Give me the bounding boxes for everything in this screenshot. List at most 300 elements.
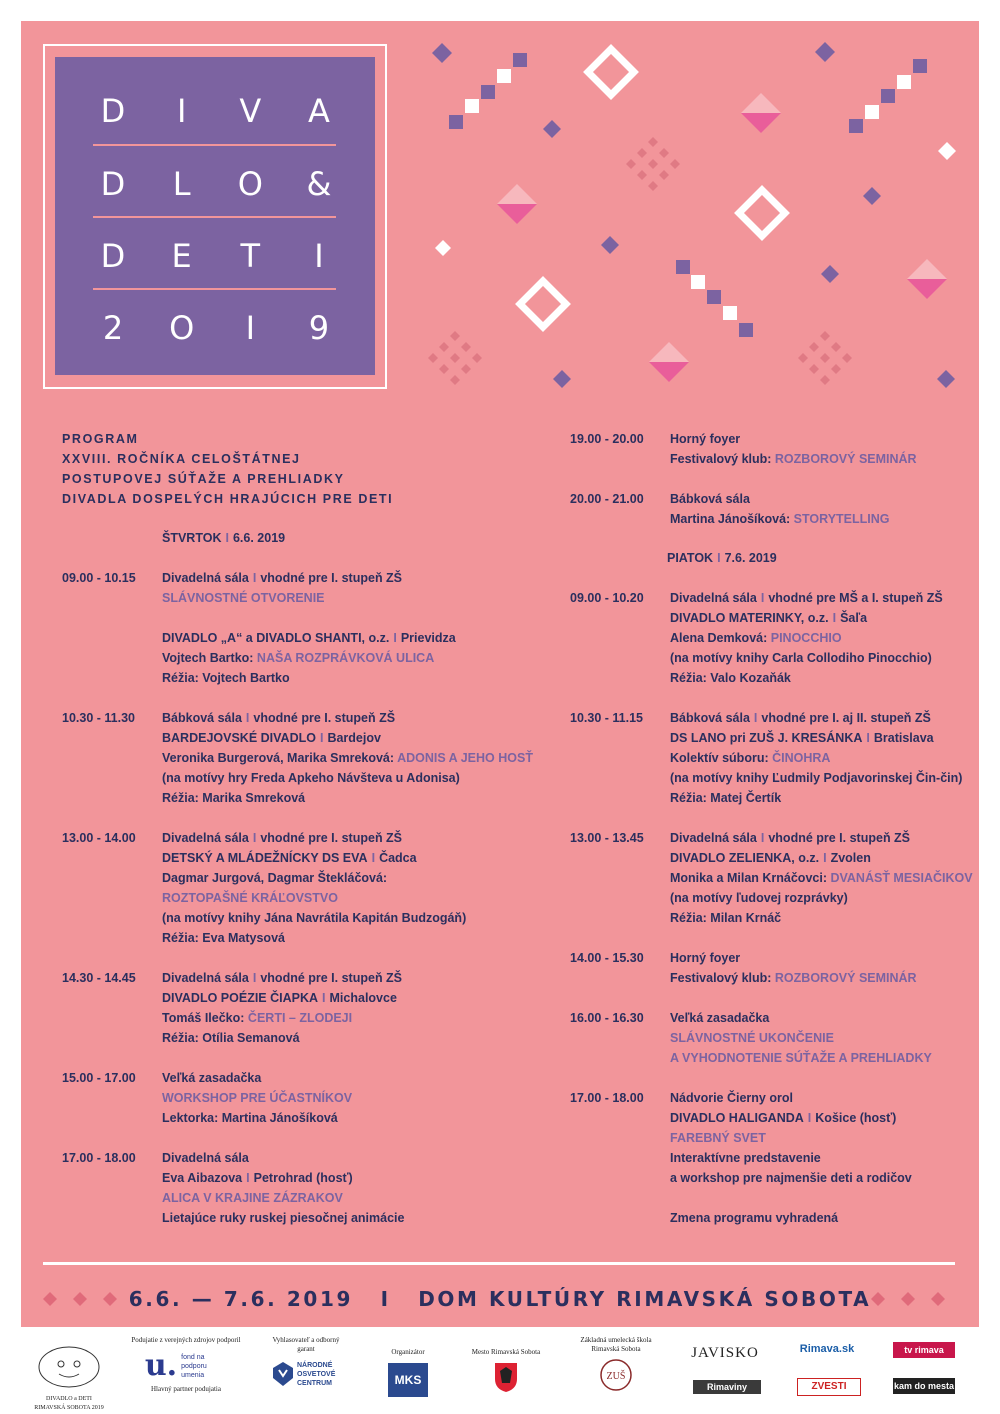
cluster-dot [820, 353, 830, 363]
cluster-dot [428, 353, 438, 363]
event-line [162, 928, 466, 948]
event-text: (na motívy hry Freda Apkeho Návšteva u Adonisa) [162, 771, 460, 785]
event-text: Bratislava [873, 731, 934, 745]
event-time: 19.00 - 20.00 [570, 432, 644, 446]
event-text: (na motívy knihy Carla Collodiho Pinocchio) [670, 651, 932, 665]
event-text: vhodné pre I. stupeň ZŠ [260, 831, 403, 845]
event-title: STORYTELLING [793, 512, 890, 526]
event-line [670, 848, 973, 868]
diamond-shape [601, 236, 619, 254]
event-line [670, 1168, 912, 1188]
program-event [62, 1068, 352, 1128]
noc-name: NÁRODNÉ OSVETOVÉ CENTRUM [297, 1361, 336, 1387]
event-details [670, 429, 917, 469]
cluster-dot [648, 159, 658, 169]
event-text [162, 611, 165, 625]
event-line [162, 888, 466, 908]
festival-venue: DOM KULTÚRY RIMAVSKÁ SOBOTA [418, 1287, 872, 1311]
square-shape [739, 323, 753, 337]
event-line [670, 1208, 912, 1228]
kam-do-mesta-logo: kam do mesta [893, 1378, 955, 1394]
separator: I [252, 831, 257, 845]
event-line [670, 828, 973, 848]
festival-logo-art [33, 1342, 105, 1392]
separator: I [245, 711, 250, 725]
title-letter: V [239, 92, 262, 130]
event-line [670, 668, 943, 688]
fpu-mark: u. [144, 1348, 178, 1383]
event-text: DIVADLO „A“ a DIVADLO SHANTI, o.z. [162, 631, 390, 645]
title-letter: I [176, 92, 187, 130]
event-line [162, 848, 466, 868]
cluster-dot [842, 353, 852, 363]
event-time: 13.00 - 13.45 [570, 831, 644, 845]
event-text: Bábková sála [670, 711, 750, 725]
event-line [670, 449, 917, 469]
event-title: SLÁVNOSTNÉ OTVORENIE [162, 591, 325, 605]
event-text: BARDEJOVSKÉ DIVADLO [162, 731, 316, 745]
cluster-dot [450, 331, 460, 341]
event-text: DS LANO pri ZUŠ J. KRESÁNKA [670, 731, 863, 745]
program-event [62, 568, 456, 688]
title-row [93, 309, 339, 347]
event-line [670, 628, 943, 648]
event-time: 10.30 - 11.15 [570, 711, 643, 725]
event-details [670, 948, 917, 988]
event-details [670, 489, 890, 529]
event-line [162, 708, 533, 728]
cluster-dot [450, 353, 460, 363]
cluster-dot [461, 342, 471, 352]
event-text: DIVADLO ZELIENKA, o.z. [670, 851, 820, 865]
cluster-dot [461, 364, 471, 374]
square-shape [707, 290, 721, 304]
event-text: Bábková sála [162, 711, 242, 725]
title-letter: O [169, 309, 195, 347]
event-time: 17.00 - 18.00 [62, 1151, 136, 1165]
event-time: 10.30 - 11.30 [62, 711, 135, 725]
footer-separator: I [380, 1287, 391, 1311]
rimaviny-logo: Rimaviny [693, 1380, 761, 1394]
event-text: Divadelná sála [670, 591, 757, 605]
event-details [162, 708, 533, 808]
cluster-dot [626, 159, 636, 169]
event-title: PINOCCHIO [770, 631, 842, 645]
split-diamond-bottom [741, 113, 781, 133]
title-divider [93, 288, 336, 290]
event-line [670, 588, 943, 608]
event-details [162, 1148, 404, 1228]
event-details [670, 1008, 932, 1068]
event-details [162, 968, 402, 1048]
event-line [162, 828, 466, 848]
event-details [162, 1068, 352, 1128]
event-line [670, 708, 962, 728]
event-text: Košice (hosť) [815, 1111, 897, 1125]
split-diamond-top [497, 184, 537, 204]
event-line [162, 588, 456, 608]
separator: I [823, 851, 827, 865]
separator: I [760, 591, 765, 605]
event-line [162, 568, 456, 588]
event-text: (na motívy ľudovej rozprávky) [670, 891, 848, 905]
event-line [670, 728, 962, 748]
event-text: Horný foyer [670, 432, 741, 446]
event-text: Bardejov [327, 731, 381, 745]
event-line [162, 1168, 404, 1188]
event-text: DIVADLO HALIGANDA [670, 1111, 804, 1125]
square-shape [465, 99, 479, 113]
diamond-shape [435, 240, 451, 256]
event-text: DETSKÝ A MLÁDEŽNÍCKY DS EVA [162, 851, 368, 865]
event-line [162, 988, 402, 1008]
event-time: 13.00 - 14.00 [62, 831, 136, 845]
cluster-dot [670, 159, 680, 169]
separator: I [322, 991, 326, 1005]
diamond-outline-shape [739, 190, 785, 236]
title-letter: E [171, 237, 192, 275]
event-text: Prievidza [400, 631, 456, 645]
title-row [93, 165, 339, 203]
event-time: 09.00 - 10.15 [62, 571, 136, 585]
event-text: Bábková sála [670, 492, 750, 506]
title-letter: I [314, 237, 324, 275]
program-event [570, 828, 973, 928]
event-text: vhodné pre I. stupeň ZŠ [260, 571, 403, 585]
separator: I [393, 631, 397, 645]
event-text: Veronika Burgerová, Marika Smreková: [162, 751, 398, 765]
title-letter: D [100, 237, 126, 275]
event-line [162, 908, 466, 928]
event-line [670, 908, 973, 928]
separator: I [319, 731, 324, 745]
event-line [162, 1208, 404, 1228]
square-shape [849, 119, 863, 133]
square-shape [497, 69, 511, 83]
event-line [162, 668, 456, 688]
event-line [162, 628, 456, 648]
program-event [570, 1008, 932, 1068]
diamond-shape [432, 43, 452, 63]
noc-emblem-icon [271, 1360, 295, 1388]
square-shape [481, 85, 495, 99]
square-shape [513, 53, 527, 67]
event-line [670, 429, 917, 449]
event-time: 20.00 - 21.00 [570, 492, 644, 506]
event-text: Petrohrad (hosť) [253, 1171, 353, 1185]
event-text: Divadelná sála [162, 971, 249, 985]
event-text: Veľká zasadačka [670, 1011, 770, 1025]
event-text: Alena Demková: [670, 631, 771, 645]
event-title: WORKSHOP PRE ÚČASTNÍKOV [162, 1091, 353, 1105]
event-text [670, 1191, 673, 1205]
sponsor-logos [21, 1330, 979, 1410]
square-shape [913, 59, 927, 73]
diamond-outline-shape [520, 281, 566, 327]
program-event [570, 1088, 912, 1228]
festival-dates: 6.6. — 7.6. 2019 [128, 1287, 353, 1311]
title-divider [93, 216, 336, 218]
event-title: ROZTOPAŠNÉ KRÁĽOVSTVO [162, 891, 338, 905]
event-text: Zvolen [830, 851, 871, 865]
event-text: Réžia: Valo Kozaňák [670, 671, 791, 685]
event-text: Divadelná sála [162, 1151, 249, 1165]
title-letter: T [240, 237, 261, 275]
title-letter: D [100, 165, 126, 203]
event-line [670, 489, 890, 509]
program-event [62, 828, 466, 948]
title-letter: O [237, 165, 263, 203]
mks-logo [383, 1348, 433, 1397]
cluster-dot [809, 342, 819, 352]
square-shape [897, 75, 911, 89]
event-line [670, 968, 917, 988]
event-line [670, 509, 890, 529]
city-caption: Mesto Rimavská Sobota [471, 1348, 541, 1356]
program-event [62, 708, 533, 808]
diamond-shape [863, 187, 881, 205]
event-text: (na motívy knihy Jána Navrátila Kapitán Budzogáň) [162, 911, 467, 925]
event-line [162, 648, 456, 668]
cluster-dot [809, 364, 819, 374]
title-row [93, 237, 339, 275]
event-text: vhodné pre I. stupeň ZŠ [768, 831, 911, 845]
program-title: PROGRAM [62, 432, 139, 446]
square-shape [881, 89, 895, 103]
split-diamond-bottom [649, 362, 689, 382]
title-letter: I [245, 309, 256, 347]
diamond-shape [815, 42, 835, 62]
event-details [670, 1088, 912, 1228]
event-line [670, 1148, 912, 1168]
event-details [670, 588, 943, 688]
split-diamond-top [907, 259, 947, 279]
event-line [162, 968, 402, 988]
event-line [670, 788, 962, 808]
event-time: 09.00 - 10.20 [570, 591, 644, 605]
event-line [670, 1188, 912, 1208]
cluster-dot [820, 331, 830, 341]
divider-line [43, 1262, 955, 1265]
day-heading-thursday [162, 528, 285, 548]
cluster-dot [798, 353, 808, 363]
event-line [670, 1088, 912, 1108]
festival-logo-text: DIVADLO a DETI RIMAVSKÁ SOBOTA 2019 [34, 1396, 104, 1411]
event-title: DVANÁSŤ MESIAČIKOV [830, 871, 973, 885]
diamond-shape [938, 142, 956, 160]
event-title: ALICA V KRAJINE ZÁZRAKOV [162, 1191, 343, 1205]
event-title: ADONIS A JEHO HOSŤ [397, 751, 533, 765]
cluster-dot [648, 137, 658, 147]
noc-logo [271, 1336, 341, 1388]
event-title: SLÁVNOSTNÉ UKONČENIE [670, 1031, 834, 1045]
fpu-logo [126, 1336, 246, 1394]
event-line [670, 768, 962, 788]
fpu-caption: Podujatie z verejných zdrojov podporil [131, 1336, 241, 1344]
event-line [670, 1008, 932, 1028]
split-diamond-bottom [907, 279, 947, 299]
zvesti-logo: ZVESTI [797, 1378, 861, 1396]
event-title: ROZBOROVÝ SEMINÁR [774, 452, 917, 466]
event-text: Lietajúce ruky ruskej piesočnej animácie [162, 1211, 405, 1225]
event-title: FAREBNÝ SVET [670, 1131, 766, 1145]
title-letter: L [172, 165, 191, 203]
event-line [670, 868, 973, 888]
event-line [162, 1108, 352, 1128]
city-logo [461, 1348, 551, 1396]
event-line [162, 768, 533, 788]
event-title: ČERTI – ZLODEJI [247, 1011, 353, 1025]
footer-banner [21, 1282, 979, 1316]
fpu-subcaption: Hlavný partner podujatia [151, 1385, 221, 1393]
event-line [670, 608, 943, 628]
zus-caption: Základná umelecká škola Rimavská Sobota [580, 1336, 652, 1353]
event-text: Kolektív súboru: [670, 751, 773, 765]
event-text: DIVADLO MATERINKY, o.z. [670, 611, 829, 625]
festival-logo [33, 1342, 105, 1413]
event-time: 15.00 - 17.00 [62, 1071, 136, 1085]
event-line [670, 948, 917, 968]
day-date: 6.6. 2019 [232, 531, 286, 545]
event-line [670, 648, 943, 668]
event-text: Lektorka: Martina Jánošíková [162, 1111, 338, 1125]
program-subtitle-2: POSTUPOVEJ SÚŤAŽE A PREHLIADKY [62, 472, 345, 486]
day-date: 7.6. 2019 [724, 551, 777, 565]
cluster-dot [820, 375, 830, 385]
separator: I [252, 571, 257, 585]
event-title: ROZBOROVÝ SEMINÁR [774, 971, 917, 985]
cluster-dot [637, 148, 647, 158]
separator: I [225, 531, 229, 545]
event-title: NAŠA ROZPRÁVKOVÁ ULICA [256, 651, 435, 665]
diamond-shape [543, 120, 561, 138]
event-text: Čadca [379, 851, 417, 865]
program-event [62, 1148, 404, 1228]
diamond-shape [553, 370, 571, 388]
event-line [162, 1028, 402, 1048]
event-line [162, 608, 456, 628]
event-line [162, 1188, 404, 1208]
event-text: Festivalový klub: [670, 971, 775, 985]
event-line [162, 1088, 352, 1108]
event-title: A VYHODNOTENIE SÚŤAŽE A PREHLIADKY [670, 1051, 932, 1065]
cluster-dot [659, 148, 669, 158]
diamond-shape [937, 370, 955, 388]
square-shape [676, 260, 690, 274]
program-heading [62, 429, 542, 509]
event-text: Michalovce [329, 991, 397, 1005]
event-text: Réžia: Milan Krnáč [670, 911, 782, 925]
event-text: Réžia: Vojtech Bartko [162, 671, 290, 685]
event-details [670, 708, 962, 808]
event-text: Divadelná sála [162, 571, 249, 585]
event-text: a workshop pre najmenšie deti a rodičov [670, 1171, 912, 1185]
day-name: ŠTVRTOK [162, 531, 222, 545]
event-text: Veľká zasadačka [162, 1071, 262, 1085]
square-shape [865, 105, 879, 119]
event-line [162, 1148, 404, 1168]
program-subtitle-1: XXVIII. ROČNÍKA CELOŠTÁTNEJ [62, 452, 301, 466]
fpu-name: fond na podporu umenia [181, 1353, 207, 1379]
split-diamond-top [649, 342, 689, 362]
program-event [570, 429, 917, 469]
event-text: Réžia: Otília Semanová [162, 1031, 300, 1045]
day-heading-friday [667, 548, 777, 568]
event-details [670, 828, 973, 928]
cluster-dot [637, 170, 647, 180]
program-event [570, 588, 943, 688]
event-text: Divadelná sála [670, 831, 757, 845]
event-text: Festivalový klub: [670, 452, 775, 466]
event-details [162, 568, 456, 688]
title-row [93, 92, 339, 130]
square-shape [449, 115, 463, 129]
event-time: 17.00 - 18.00 [570, 1091, 644, 1105]
program-event [570, 489, 890, 529]
event-text: Monika a Milan Krnáčovci: [670, 871, 831, 885]
event-text: vhodné pre I. stupeň ZŠ [260, 971, 403, 985]
event-text: Šaľa [840, 611, 868, 625]
javisko-logo: JAVISKO [691, 1345, 759, 1361]
title-letter: 9 [308, 309, 330, 347]
event-line [162, 1068, 352, 1088]
separator: I [753, 711, 758, 725]
tv-rimava-logo: tv rimava [893, 1342, 955, 1358]
event-text: vhodné pre I. stupeň ZŠ [253, 711, 396, 725]
event-line [670, 748, 962, 768]
footer-diamonds-right [869, 1290, 969, 1308]
event-text: Interaktívne predstavenie [670, 1151, 821, 1165]
cluster-dot [439, 342, 449, 352]
program-event [570, 708, 962, 808]
event-text: Vojtech Bartko: [162, 651, 257, 665]
cluster-dot [472, 353, 482, 363]
event-line [670, 1108, 912, 1128]
city-coat-of-arms-icon [493, 1361, 519, 1393]
event-time: 16.00 - 16.30 [570, 1011, 644, 1025]
event-line [162, 728, 533, 748]
event-text: vhodné pre MŠ a I. stupeň ZŠ [768, 591, 943, 605]
event-line [162, 1008, 402, 1028]
square-shape [691, 275, 705, 289]
title-letter: D [100, 92, 126, 130]
event-text: Nádvorie Čierny orol [670, 1091, 793, 1105]
event-text: vhodné pre I. aj II. stupeň ZŠ [761, 711, 931, 725]
event-line [162, 788, 533, 808]
event-details [162, 828, 466, 948]
program-event [62, 968, 402, 1048]
event-text: Réžia: Eva Matysová [162, 931, 285, 945]
event-text: (na motívy knihy Ľudmily Podjavorinskej Čin-čin) [670, 771, 963, 785]
day-name: PIATOK [667, 551, 714, 565]
event-line [162, 748, 533, 768]
cluster-dot [439, 364, 449, 374]
event-line [670, 1128, 912, 1148]
zus-emblem-icon [599, 1358, 633, 1392]
noc-caption: Vyhlasovateľ a odborný garant [272, 1336, 340, 1353]
program-event [570, 948, 917, 988]
title-letter: 2 [102, 309, 124, 347]
org-caption: Organizátor [391, 1348, 425, 1356]
event-time: 14.00 - 15.30 [570, 951, 644, 965]
event-text: Martina Jánošíková: [670, 512, 794, 526]
rimava-sk-logo: Rimava.sk [799, 1343, 855, 1355]
footer-text [21, 1282, 979, 1316]
event-line [162, 868, 466, 888]
zus-logo [571, 1336, 661, 1395]
separator: I [760, 831, 765, 845]
event-line [670, 1048, 932, 1068]
